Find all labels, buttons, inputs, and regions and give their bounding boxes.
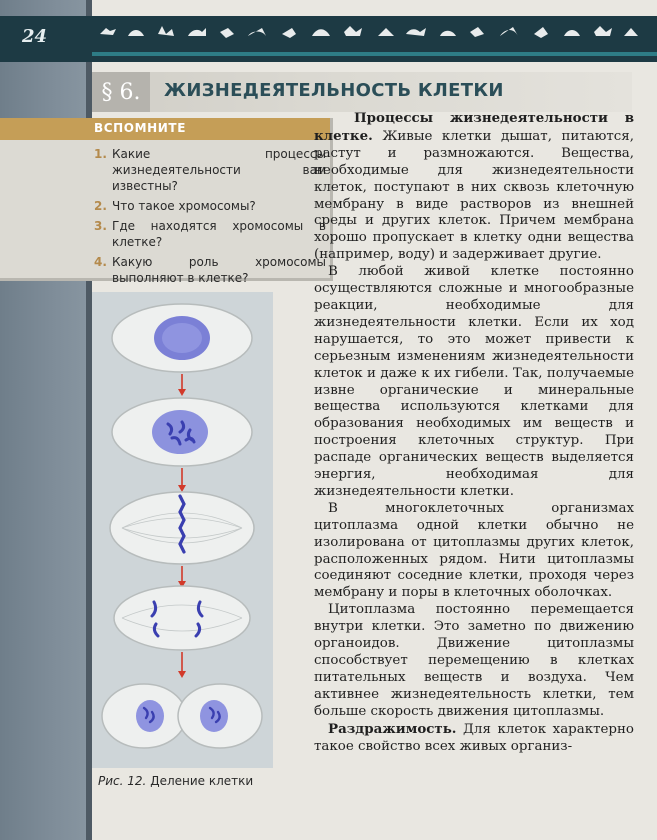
cell-division-figure <box>92 292 273 768</box>
main-text <box>314 110 634 755</box>
page-number: 24 <box>22 26 48 47</box>
remember-label: ВСПОМНИТЕ <box>94 121 187 135</box>
cell-stage-interphase <box>112 304 252 372</box>
question-item: 4. Какую роль хромосомы выполняют в клетке? <box>94 255 326 285</box>
question-item: 3. Где находятся хромосомы в клетке? <box>94 219 326 249</box>
question-item: 1. Какие процессы жизнедеятельности вам известны? <box>94 147 326 193</box>
section-title: ЖИЗНЕДЕЯТЕЛЬНОСТЬ КЛЕТКИ <box>164 80 504 101</box>
cell-stage-anaphase <box>114 586 250 650</box>
paragraph: В многоклеточных организмах цитоплазма одной клетки обычно не изолирована от цитоплазмы других клеток, расположенных рядом. Нити цитоплазмы соединяют соседние клетки, проходя через мембрану и поры в клеточных оболочках. <box>314 500 634 601</box>
figure-caption: Рис. 12. Деление клетки <box>98 774 254 788</box>
cell-stage-prophase <box>112 398 252 466</box>
section-number: § 6. <box>92 72 150 112</box>
question-item: 2. Что такое хромосомы? <box>94 199 256 213</box>
paragraph: В любой живой клетке постоянно осуществляются сложные и многообразные реакции, необходимые для жизнедеятельности клетки. Если их ход нарушается, то это может привести к серьезным изменениям жизнедеятельности клеток и даже к их гибели. Так, получаемые извне органические и минеральные вещества используются клетками для образования необходимых им веществ и построения клеточных структур. При распаде органических веществ выделяется энергия, необходимая для жизнедеятельности клетки. <box>314 264 634 499</box>
paragraph: Цитоплазма постоянно перемещается внутри клетки. Это заметно по движению органоидов. Движение цитоплазмы способствует перемещению в клетках питательных веществ и воздуха. Чем активнее жизнедеятельность клетки, тем больше скорость движения цитоплазмы. <box>314 602 634 719</box>
animal-silhouettes-decoration <box>92 20 642 42</box>
header-accent-line <box>92 52 657 56</box>
cell-stage-metaphase <box>110 492 254 564</box>
paragraph: Процессы жизнедеятельности в клетке. Живые клетки дышат, питаются, растут и размножаются. Вещества, необходимые для жизнедеятельности клеток, поступают в них сквозь клеточную мембрану в виде растворов из внешней среды и других клеток. Причем мембрана хорошо пропускает в клетку одни вещества (например, воду) и задерживает другие. <box>314 110 634 263</box>
paragraph: Раздражимость. Для клеток характерно такое свойство всех живых организ- <box>314 720 634 754</box>
question-list <box>94 146 326 290</box>
